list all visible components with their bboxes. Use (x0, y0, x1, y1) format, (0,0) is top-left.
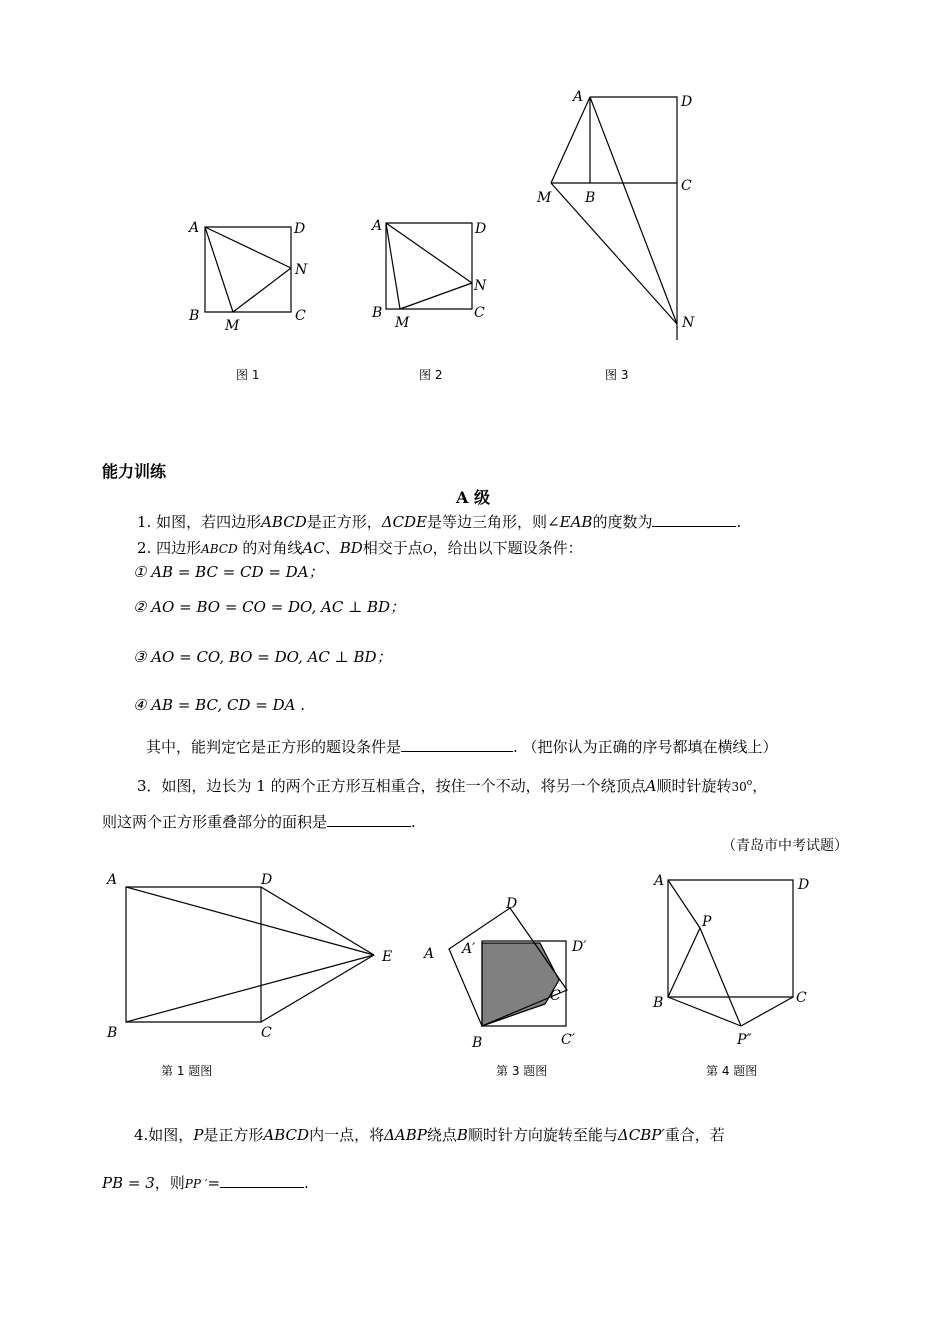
fig2-label-n: N (474, 278, 487, 294)
q4-mid2: 内一点，将 (309, 1126, 385, 1144)
q3fig-label-a: A (424, 946, 435, 962)
fig2-line-an (386, 223, 472, 283)
q4fig-label-d: D (798, 877, 810, 893)
q4fig-label-a: A (654, 873, 665, 889)
fig1-label-m: M (225, 318, 240, 334)
q2-prefix: 2. 四边形 (137, 539, 202, 557)
q1-text (137, 511, 741, 532)
fig1-line-an (205, 227, 291, 268)
fig3-caption: 图 3 (605, 368, 629, 382)
q3fig-label-b: B (472, 1035, 483, 1051)
q3-prefix: 3．如图，边长为 1 的两个正方形互相重合，按住一个不动，将另一个绕顶点 (137, 777, 646, 795)
q1fig-label-e: E (382, 949, 393, 965)
q2-diag: AC、BD (302, 539, 363, 557)
q1fig-label-c: C (261, 1025, 272, 1041)
q1-tri: ΔCDE (381, 513, 428, 531)
fig1-label-d: D (294, 221, 306, 237)
q4fig-square (668, 880, 793, 997)
fig3-line-am (551, 97, 590, 183)
fig1-label-b: B (189, 308, 200, 324)
fig1-caption: 图 1 (236, 368, 260, 382)
q3-line1: 3．如图，边长为 1 的两个正方形互相重合，按住一个不动，将另一个绕顶点A顺时针旋转30$^o$， (137, 777, 768, 795)
q4-eqsign: = (207, 1174, 221, 1192)
q4-end: . (304, 1174, 309, 1192)
q4fig-line-bp (668, 928, 700, 997)
fig1-label-n: N (295, 262, 308, 278)
q2-suffix: ，给出以下题设条件： (432, 539, 583, 557)
fig3-line-an (590, 97, 677, 324)
q3fig-label-d: D (506, 896, 518, 912)
q2-mid1: 的对角线 (237, 539, 303, 557)
q4-p: P (193, 1126, 204, 1144)
q4-prefix: 4.如图， (134, 1126, 194, 1144)
fig2-label-m: M (395, 315, 410, 331)
mid-figures (0, 860, 950, 1090)
q1fig-line-ae (126, 887, 374, 955)
q4fig-caption: 第 4 题图 (706, 1064, 758, 1078)
q4fig-label-c: C (796, 990, 807, 1006)
q4-line1 (134, 1124, 725, 1145)
q1-suffix: 的度数为 (592, 513, 653, 531)
q1fig-label-d: D (261, 872, 273, 888)
q4-eq: PB = 3 (102, 1174, 155, 1192)
q3-line2-prefix: 则这两个正方形重叠部分的面积是 (102, 813, 328, 831)
q4fig-line-cp1 (741, 997, 793, 1026)
fig3-square-top (590, 97, 677, 340)
fig2-label-c: C (474, 305, 485, 321)
q4-mid3: 绕点 (426, 1126, 457, 1144)
fig1-label-c: C (295, 308, 306, 324)
q4-tri1: ΔABP (384, 1126, 427, 1144)
q2-cond1: ① AB = BC = CD = DA； (133, 563, 324, 581)
q4fig-label-p1: P″ (737, 1032, 752, 1048)
q3-suffix: 顺时针旋转 (656, 777, 732, 795)
q2-answer-prefix: 其中，能判定它是正方形的题设条件是 (146, 738, 402, 756)
q4fig-label-p: P (702, 914, 712, 930)
q1fig-caption: 第 1 题图 (161, 1064, 213, 1078)
fig2-line-am (386, 223, 400, 309)
q2-quad: ABCD (201, 542, 238, 556)
q3fig-caption: 第 3 题图 (496, 1064, 548, 1078)
q3fig-label-a1: A′ (462, 941, 476, 957)
q2-cond2: ② AO = BO = CO = DO, AC ⊥ BD； (133, 598, 406, 616)
q4-mid1: 是正方形 (203, 1126, 264, 1144)
q1-angle: ∠EAB (547, 513, 593, 531)
q4fig-label-b: B (653, 995, 664, 1011)
q1fig-line-ce (261, 955, 374, 1022)
q3fig-overlap (482, 943, 559, 1026)
q1fig-line-de (261, 887, 374, 955)
fig3-label-d: D (681, 94, 693, 110)
q2-cond3: ③ AO = CO, BO = DO, AC ⊥ BD； (133, 648, 392, 666)
section-title: 能力训练 (102, 462, 167, 481)
figure-1 (0, 0, 950, 400)
q2-answer-suffix: . （把你认为正确的序号都填在横线上） (513, 738, 778, 756)
q3fig-label-d1: D′ (572, 939, 587, 955)
q3-source: （青岛市中考试题） (722, 838, 848, 854)
q3fig-label-c1: C′ (561, 1032, 575, 1048)
q1-mid2: 是等边三角形，则 (427, 513, 548, 531)
q1-mid1: 是正方形， (306, 513, 382, 531)
fig2-label-b: B (372, 305, 383, 321)
q4-line2-mid: ，则 (154, 1174, 185, 1192)
fig3-label-c: C (681, 178, 692, 194)
q4-b: B (456, 1126, 468, 1144)
q1-end: . (736, 513, 742, 531)
q4-line2 (102, 1172, 309, 1193)
q1fig-label-a: A (107, 872, 118, 888)
q2-point: O (422, 542, 433, 556)
q1fig-label-b: B (107, 1025, 118, 1041)
q3-point: A (645, 777, 657, 795)
q4-mid4: 顺时针方向旋转至能与 (467, 1126, 618, 1144)
q4-quad: ABCD (263, 1126, 310, 1144)
fig1-label-a: A (189, 220, 200, 236)
q1-prefix: 1. 如图，若四边形 (137, 513, 262, 531)
q3-angle: 30 (731, 780, 747, 794)
q3-line2 (102, 811, 416, 832)
fig3-label-n: N (682, 315, 695, 331)
fig3-label-a: A (573, 89, 584, 105)
q1-answer-blank[interactable] (652, 512, 736, 527)
q4fig-line-pp (700, 928, 741, 1026)
q4-answer-blank[interactable] (220, 1173, 304, 1188)
q2-answer-blank[interactable] (401, 737, 513, 752)
fig1-line-am (205, 227, 233, 312)
q2-answer (146, 736, 778, 757)
q3-line2-suffix: . (411, 813, 416, 831)
q3-degree: o (746, 778, 753, 788)
q2-cond4: ④ AB = BC, CD = DA . (133, 696, 305, 714)
fig3-label-m: M (537, 190, 552, 206)
q4-mid5: 重合，若 (664, 1126, 725, 1144)
q3fig-label-c: C (550, 988, 561, 1004)
fig3-label-b: B (585, 190, 596, 206)
q1-quad: ABCD (261, 513, 307, 531)
level-title: A 级 (456, 488, 490, 507)
fig3-line-mn (551, 183, 677, 324)
q3-answer-blank[interactable] (327, 812, 411, 827)
q1fig-square (126, 887, 261, 1022)
fig1-square (205, 227, 291, 312)
q2-mid2: 相交于点 (362, 539, 423, 557)
fig2-label-a: A (372, 218, 383, 234)
q4-tri2: ΔCBP′ (617, 1126, 665, 1144)
fig2-line-mn (400, 283, 472, 309)
fig2-caption: 图 2 (419, 368, 443, 382)
q1fig-line-be (126, 955, 374, 1022)
q4-pp: PP ′ (184, 1177, 208, 1191)
q2-text (137, 537, 583, 558)
fig2-label-d: D (475, 221, 487, 237)
fig2-square (386, 223, 472, 309)
fig1-line-mn (233, 268, 291, 312)
q4fig-line-ap (668, 880, 700, 928)
